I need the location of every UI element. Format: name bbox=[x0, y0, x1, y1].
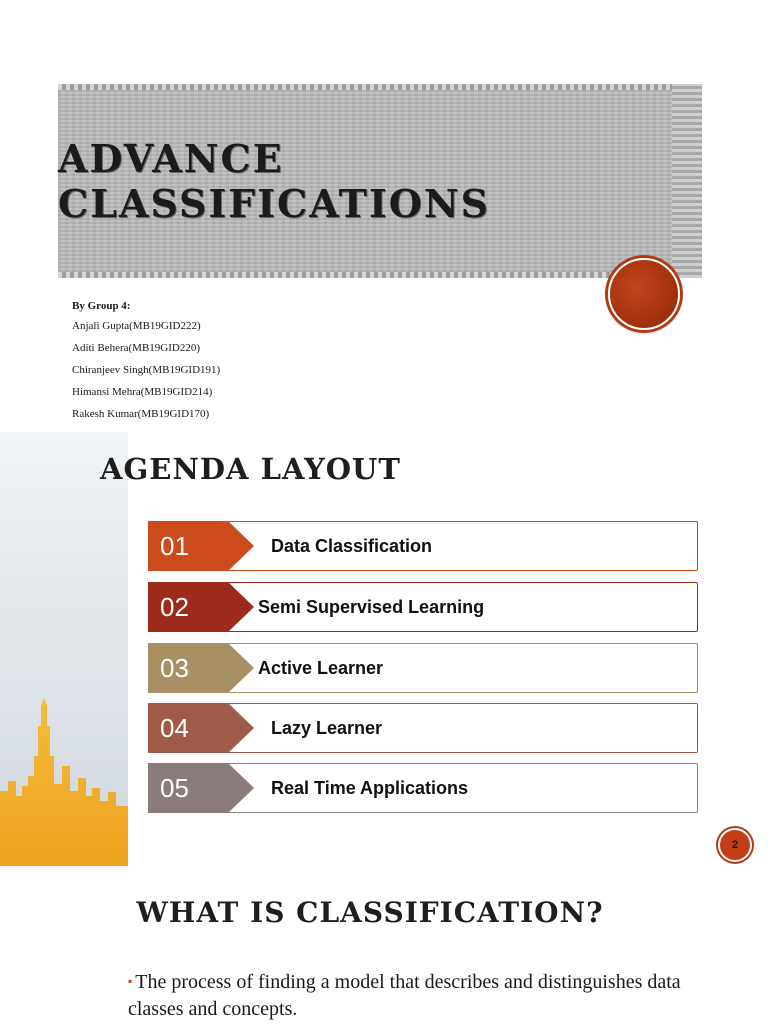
agenda-item-number: 05 bbox=[148, 763, 220, 813]
page-number-badge: 2 bbox=[718, 828, 752, 862]
city-skyline-icon bbox=[0, 696, 128, 866]
agenda-item bbox=[148, 521, 698, 571]
bullet-text: The process of finding a model that describes and distinguishes data classes and concepts. bbox=[128, 971, 681, 1020]
agenda-item-label: Semi Supervised Learning bbox=[258, 596, 485, 617]
group-members bbox=[72, 300, 220, 430]
decorative-strip bbox=[0, 432, 128, 866]
member-name: Anjali Gupta(MB19GID222) bbox=[72, 320, 201, 332]
slide-title: ADVANCE CLASSIFICATIONS bbox=[58, 136, 491, 226]
agenda-item-number: 03 bbox=[148, 643, 220, 693]
agenda-item-label: Active Learner bbox=[258, 657, 384, 678]
agenda-item bbox=[148, 582, 698, 632]
agenda-item-label: Data Classification bbox=[271, 535, 433, 556]
member-name: Aditi Behera(MB19GID220) bbox=[72, 342, 201, 354]
chevron-right-icon bbox=[220, 763, 256, 813]
chevron-right-icon bbox=[220, 703, 256, 753]
classification-slide bbox=[0, 866, 768, 1024]
member-name: Himansi Mehra(MB19GID214) bbox=[72, 386, 213, 398]
group-label: By Group 4: bbox=[72, 300, 131, 312]
title-slide bbox=[0, 0, 768, 432]
agenda-item-label: Real Time Applications bbox=[271, 777, 469, 798]
agenda-item bbox=[148, 763, 698, 813]
decorative-circle-icon bbox=[608, 258, 680, 330]
member-name: Rakesh Kumar(MB19GID170) bbox=[72, 408, 210, 420]
agenda-item-number: 01 bbox=[148, 521, 220, 571]
chevron-right-icon bbox=[220, 582, 256, 632]
chevron-right-icon bbox=[220, 521, 256, 571]
slide-title: WHAT IS CLASSIFICATION? bbox=[136, 896, 604, 929]
bullet-square-icon: ▪ bbox=[128, 974, 133, 988]
bullet-point bbox=[128, 970, 688, 1022]
agenda-item-number: 02 bbox=[148, 582, 220, 632]
member-name: Chiranjeev Singh(MB19GID191) bbox=[72, 364, 221, 376]
chevron-right-icon bbox=[220, 643, 256, 693]
agenda-item bbox=[148, 643, 698, 693]
agenda-slide bbox=[0, 432, 768, 866]
agenda-item-label: Lazy Learner bbox=[271, 717, 383, 738]
agenda-item-number: 04 bbox=[148, 703, 220, 753]
agenda-item bbox=[148, 703, 698, 753]
agenda-title: AGENDA LAYOUT bbox=[100, 452, 401, 486]
